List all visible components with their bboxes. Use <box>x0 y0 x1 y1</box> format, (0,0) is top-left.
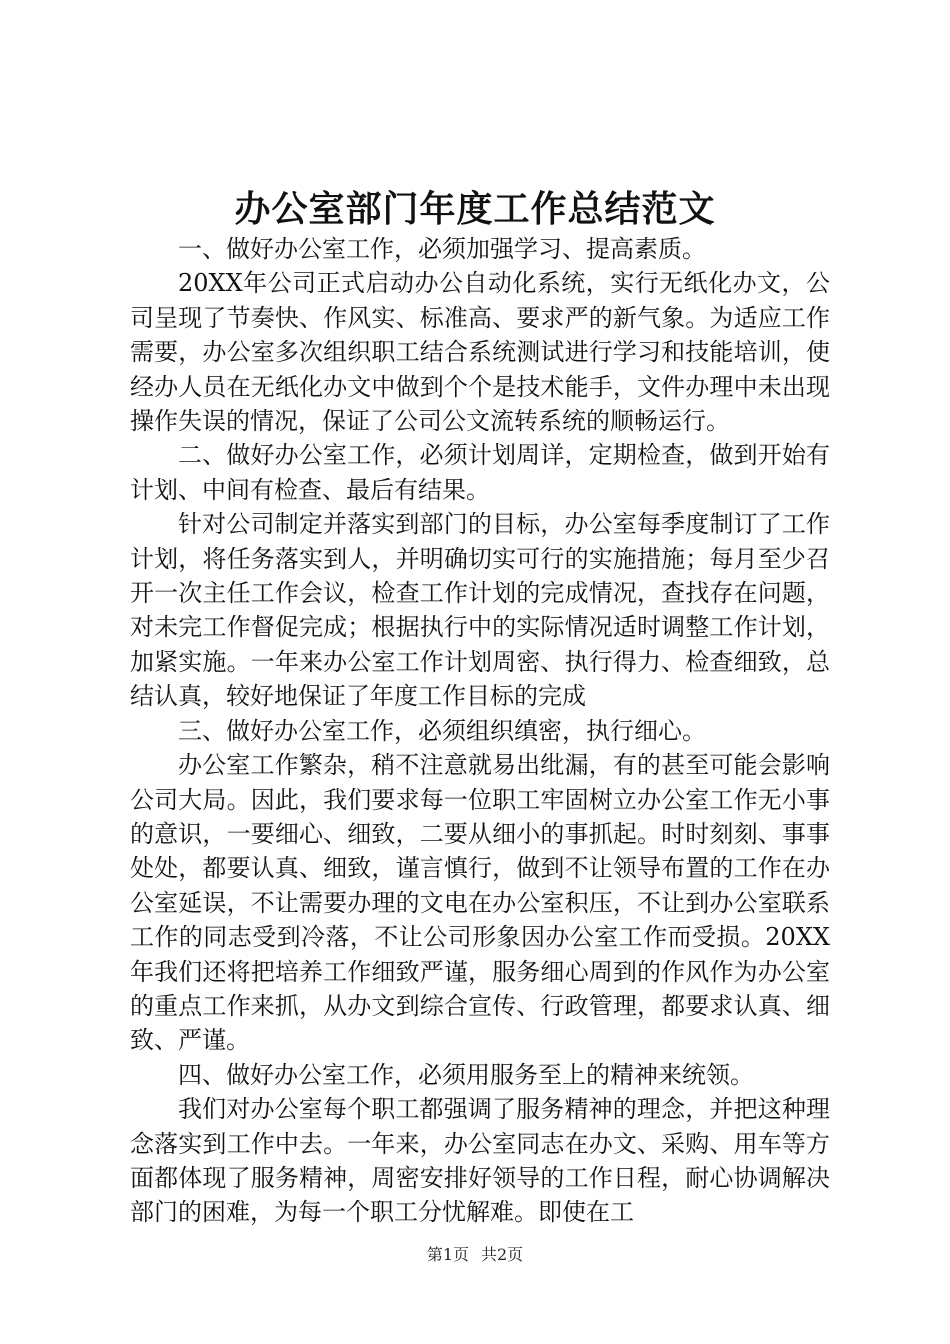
section-heading-3: 三、做好办公室工作，必须组织缜密，执行细心。 <box>178 716 706 745</box>
section-heading-1: 一、做好办公室工作，必须加强学习、提高素质。 <box>178 235 706 263</box>
document-body <box>130 232 830 1230</box>
page-count: 共2页 <box>481 1245 524 1264</box>
page-number: 第1页 <box>426 1245 469 1264</box>
section-heading-4: 四、做好办公室工作，必须用服务至上的精神来统领。 <box>178 1060 754 1089</box>
document-title: 办公室部门年度工作总结范文 <box>234 188 716 230</box>
body-paragraph: 办公室工作繁杂，稍不注意就易出纰漏，有的甚至可能会影响公司大局。因此，我们要求每一位职工牢固树立办公室工作无小事的意识，一要细心、细致，二要从细小的事抓起。时时刻刻、事事处处，都要认真、细致，谨言慎行，做到不让领导布置的工作在办公室延误，不让需要办理的文电在办公室积压，不让到办公室联系工作的同志受到冷落，不让公司形象因办公室工作而受损。20XX年我们还将把培养工作细致严谨，服务细心周到的作风作为办公室的重点工作来抓，从办文到综合宣传、行政管理，都要求认真、细致、严谨。 <box>130 751 830 1055</box>
section-heading-2: 二、做好办公室工作，必须计划周详，定期检查，做到开始有计划、中间有检查、最后有结果。 <box>130 441 830 504</box>
body-paragraph: 针对公司制定并落实到部门的目标，办公室每季度制订了工作计划，将任务落实到人，并明确切实可行的实施措施；每月至少召开一次主任工作会议，检查工作计划的完成情况，查找存在问题，对未完工作督促完成；根据执行中的实际情况适时调整工作计划，加紧实施。一年来办公室工作计划周密、执行得力、检查细致，总结认真，较好地保证了年度工作目标的完成 <box>130 510 830 711</box>
body-paragraph: 我们对办公室每个职工都强调了服务精神的理念，并把这种理念落实到工作中去。一年来，办公室同志在办文、采购、用车等方面都体现了服务精神，周密安排好领导的工作日程，耐心协调解决部门的困难，为每一个职工分忧解难。即使在工 <box>130 1095 830 1227</box>
body-paragraph: 20XX年公司正式启动办公自动化系统，实行无纸化办文，公司呈现了节奏快、作风实、标准高、要求严的新气象。为适应工作需要，办公室多次组织职工结合系统测试进行学习和技能培训，使经办人员在无纸化办文中做到个个是技术能手，文件办理中未出现操作失误的情况，保证了公司公文流转系统的顺畅运行。 <box>130 269 830 436</box>
page-footer <box>0 1244 950 1266</box>
